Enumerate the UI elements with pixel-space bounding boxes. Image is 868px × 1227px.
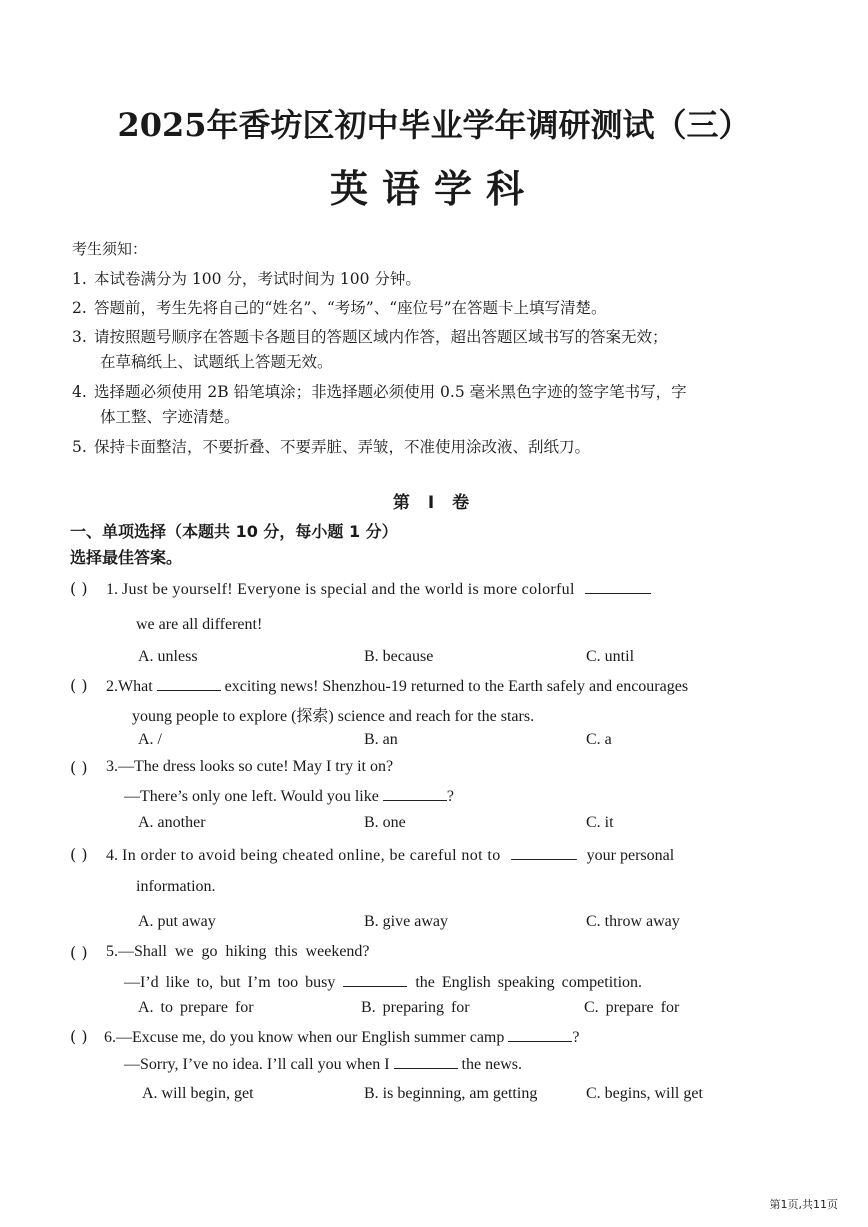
question-6-cont: —Sorry, I’ve no idea. I’ll call you when I the news.	[124, 1056, 522, 1073]
option-c: C. throw away	[586, 913, 680, 930]
answer-blank	[157, 676, 221, 691]
notice-item-4-cont: 体工整、字迹清楚。	[100, 408, 240, 426]
exam-title: 2025年香坊区初中毕业学年调研测试（三）	[117, 106, 751, 144]
answer-blank	[394, 1054, 458, 1069]
question-5: 5.—Shall we go hiking this weekend?	[106, 943, 370, 960]
question-1-cont: we are all different!	[136, 616, 263, 633]
option-a: A. /	[138, 731, 162, 748]
answer-paren-5[interactable]: ( )	[70, 943, 88, 962]
option-b: B. give away	[364, 913, 448, 930]
option-c: C. until	[586, 648, 635, 665]
question-2: 2.What exciting news! Shenzhou-19 returned to the Earth safely and encourages	[106, 678, 689, 695]
option-c: C. prepare for	[584, 999, 680, 1016]
option-a: A. another	[138, 814, 206, 831]
question-1: 1. Just be yourself! Everyone is special and the world is more colorful	[106, 579, 651, 599]
option-c: C. a	[586, 731, 612, 748]
option-b: B. preparing for	[361, 999, 470, 1016]
question-6: 6.—Excuse me, do you know when our English summer camp ?	[104, 1029, 580, 1046]
answer-paren-4[interactable]: ( )	[70, 845, 88, 864]
part-title: 一、单项选择（本题共 10 分，每小题 1 分）	[70, 522, 398, 541]
notice-heading: 考生须知：	[72, 240, 148, 258]
question-3-cont: —There’s only one left. Would you like ?	[124, 788, 454, 805]
notice-item-3-cont: 在草稿纸上、试题纸上答题无效。	[100, 353, 333, 371]
option-a: A. to prepare for	[138, 999, 254, 1016]
answer-blank	[585, 579, 651, 594]
answer-blank	[343, 972, 407, 987]
answer-paren-1[interactable]: ( )	[70, 579, 88, 598]
answer-blank	[508, 1027, 572, 1042]
option-a: A. unless	[138, 648, 198, 665]
question-3: 3.—The dress looks so cute! May I try it on?	[106, 758, 394, 775]
option-c: C. begins, will get	[586, 1085, 703, 1102]
notice-item-3: 3. 请按照题号顺序在答题卡各题目的答题区域内作答，超出答题区域书写的答案无效；	[72, 328, 668, 346]
question-4-cont: information.	[136, 878, 216, 895]
part-instruction: 选择最佳答案。	[70, 548, 183, 567]
notice-item-4: 4. 选择题必须使用 2B 铅笔填涂；非选择题必须使用 0.5 毫米黑色字迹的签字笔书写，字	[72, 383, 687, 401]
question-4: 4. In order to avoid being cheated online, be careful not to your personal	[106, 847, 675, 864]
answer-blank	[511, 845, 577, 860]
notice-item-2: 2. 答题前，考生先将自己的“姓名”、“考场”、“座位号”在答题卡上填写清楚。	[72, 299, 607, 317]
option-b: B. one	[364, 814, 406, 831]
answer-paren-2[interactable]: ( )	[70, 676, 88, 695]
page-number: 第1页,共11页	[769, 1198, 838, 1211]
answer-paren-3[interactable]: ( )	[70, 758, 88, 777]
notice-item-5: 5. 保持卡面整洁，不要折叠、不要弄脏、弄皱，不准使用涂改液、刮纸刀。	[72, 438, 591, 456]
notice-item-1: 1. 本试卷满分为 100 分，考试时间为 100 分钟。	[72, 270, 421, 288]
answer-paren-6[interactable]: ( )	[70, 1027, 88, 1046]
section-title: 第 Ⅰ 卷	[392, 493, 476, 513]
subject-title: 英语学科	[329, 166, 538, 211]
question-2-cont: young people to explore (探索) science and reach for the stars.	[132, 708, 535, 725]
option-a: A. put away	[138, 913, 216, 930]
option-b: B. is beginning, am getting	[364, 1085, 538, 1102]
option-c: C. it	[586, 814, 614, 831]
option-a: A. will begin, get	[142, 1085, 254, 1102]
option-b: B. an	[364, 731, 398, 748]
question-5-cont: —I’d like to, but I’m too busy the English speaking competition.	[124, 974, 643, 991]
option-b: B. because	[364, 648, 434, 665]
answer-blank	[383, 786, 447, 801]
